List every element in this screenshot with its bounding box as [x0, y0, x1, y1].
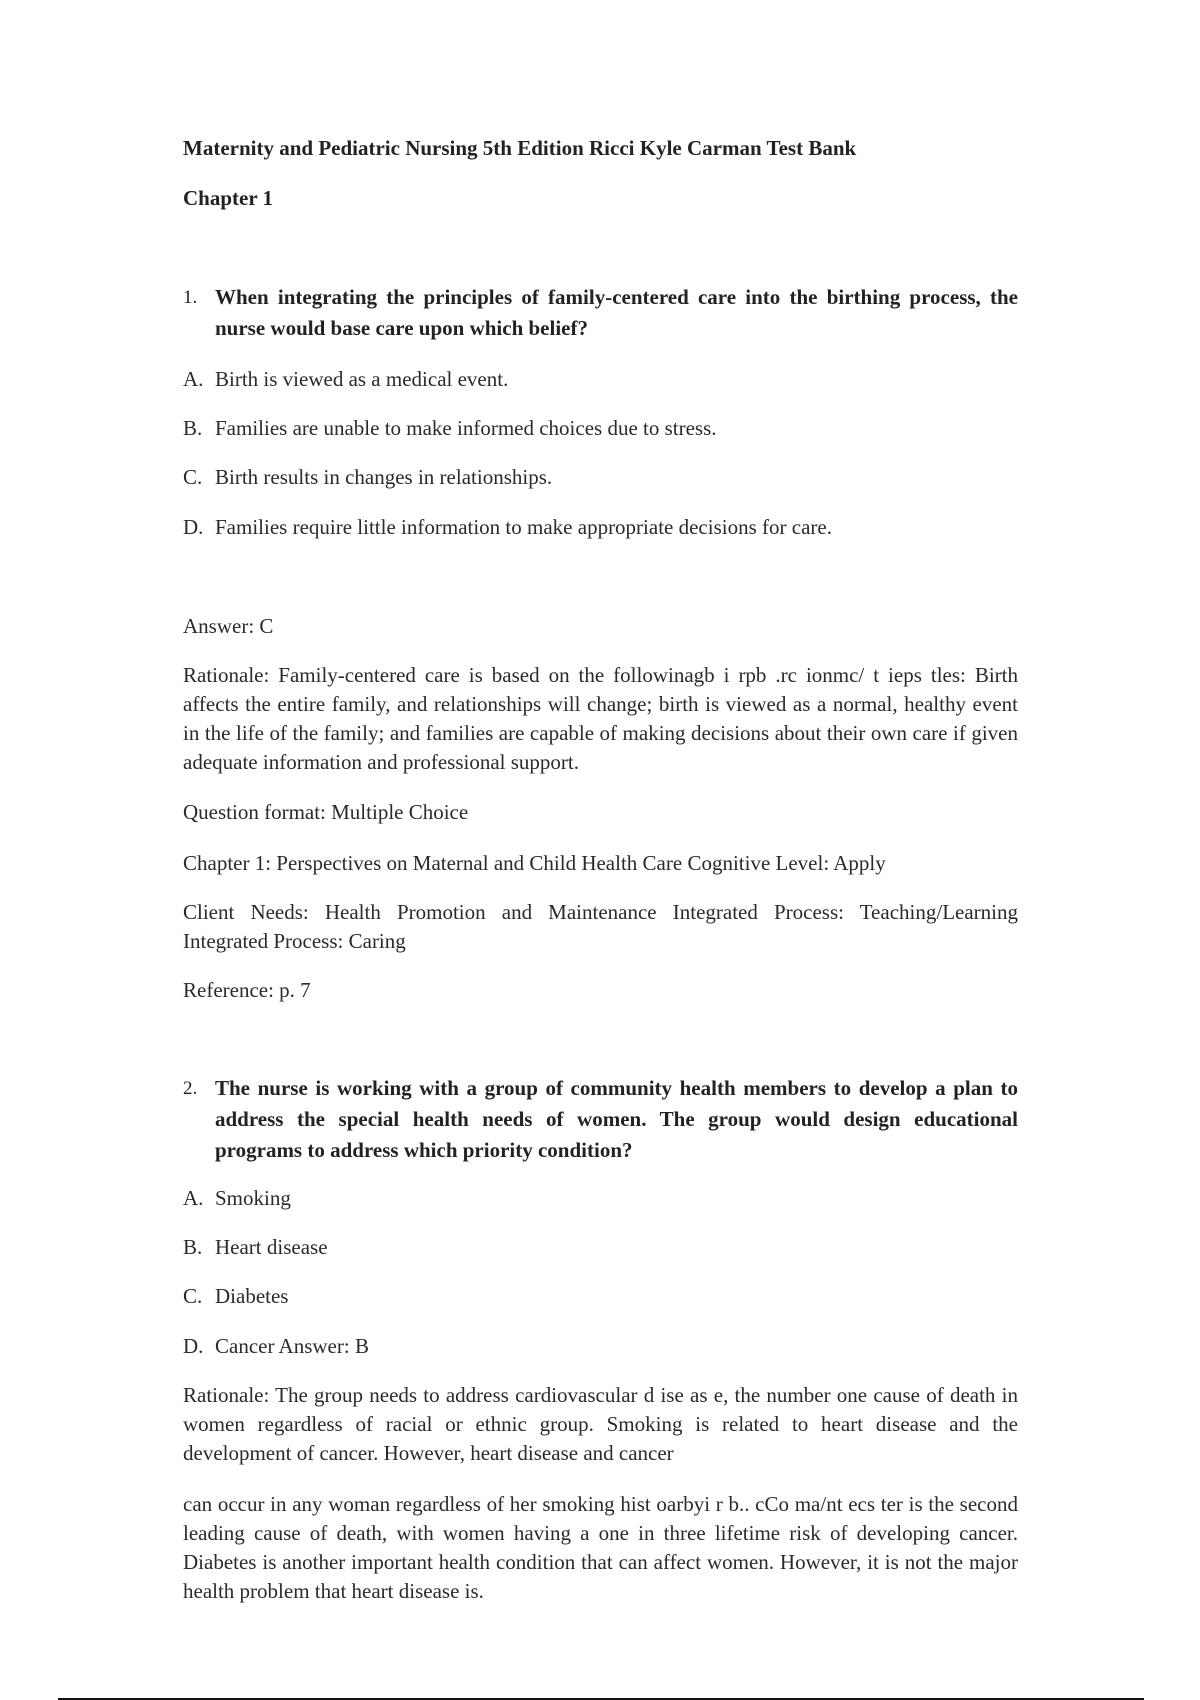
option-b [183, 416, 717, 441]
chapter-cognitive-level: Chapter 1: Perspectives on Maternal and Child Health Care Cognitive Level: Apply [183, 851, 886, 875]
answer: Answer: C [183, 614, 274, 638]
rationale: Rationale: Family-centered care is based on the followinagb i rpb .rc ionmc/ t ieps tles: Birth affects the entire family, and relationships will change; birth is viewed as a normal, healthy event in the life of the family; and families are capable of making decisions about their own care if given adequate information and professional support. [183, 663, 1018, 774]
option-text: Smoking [215, 1186, 291, 1210]
option-text: Birth results in changes in relationships. [215, 465, 553, 489]
option-a [183, 367, 508, 392]
question-format: Question format: Multiple Choice [183, 800, 469, 824]
option-text: Families are unable to make informed choices due to stress. [215, 416, 717, 440]
option-d [183, 515, 832, 540]
option-letter: A. [183, 1186, 204, 1210]
option-b [183, 1235, 328, 1260]
option-letter: C. [183, 1284, 203, 1308]
option-c [183, 465, 552, 490]
question-text: When integrating the principles of family-centered care into the birthing process, the nurse would base care upon which belief? [215, 285, 1018, 340]
option-letter: D. [183, 1334, 204, 1358]
option-c [183, 1284, 288, 1309]
document-title: Maternity and Pediatric Nursing 5th Edition Ricci Kyle Carman Test Bank [183, 136, 857, 160]
question-number: 1. [183, 287, 198, 308]
question-2 [183, 1073, 1018, 1166]
option-text: Heart disease [215, 1235, 328, 1259]
option-text: Birth is viewed as a medical event. [215, 367, 509, 391]
reference: Reference: p. 7 [183, 978, 311, 1002]
option-d [183, 1334, 369, 1359]
option-text: Cancer Answer: B [215, 1334, 369, 1358]
option-letter: D. [183, 515, 204, 539]
rationale-part-2: can occur in any woman regardless of her smoking hist oarbyi r b.. cCo ma/nt ecs ter is the second leading cause of death, with women having a one in three lifetime risk of developing cancer. Diabetes is another important health condition that can affect women. However, it is not the major health problem that heart disease is. [183, 1492, 1018, 1603]
option-letter: B. [183, 416, 203, 440]
option-letter: A. [183, 367, 204, 391]
question-1 [183, 282, 1018, 344]
option-letter: B. [183, 1235, 203, 1259]
option-a [183, 1186, 291, 1211]
question-number: 2. [183, 1078, 198, 1099]
client-needs: Client Needs: Health Promotion and Maintenance Integrated Process: Teaching/Learning Integrated Process: Caring [183, 900, 1018, 953]
option-text: Diabetes [215, 1284, 289, 1308]
question-text: The nurse is working with a group of community health members to develop a plan to address the special health needs of women. The group would design educational programs to address which priority condition? [215, 1076, 1018, 1162]
chapter-heading: Chapter 1 [183, 186, 274, 210]
option-text: Families require little information to make appropriate decisions for care. [215, 515, 832, 539]
option-letter: C. [183, 465, 203, 489]
rationale-part-1: Rationale: The group needs to address cardiovascular d ise as e, the number one cause of death in women regardless of racial or ethnic group. Smoking is related to heart disease and the development of cancer. However, heart disease and cancer [183, 1383, 1018, 1465]
